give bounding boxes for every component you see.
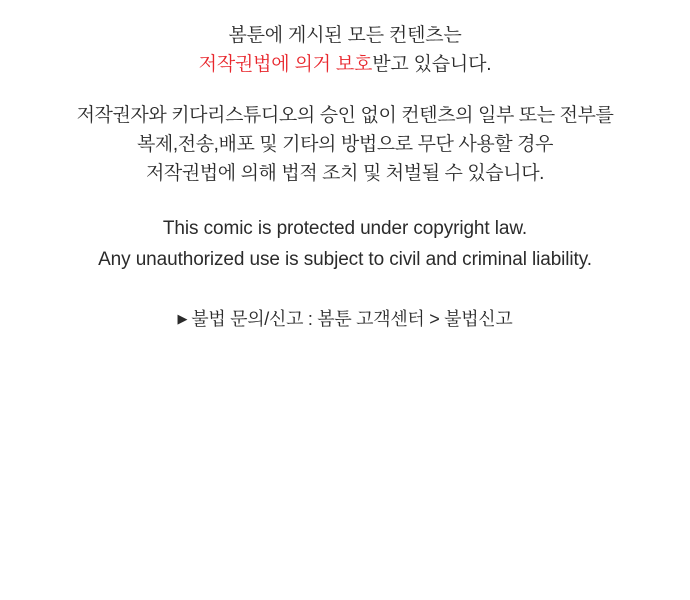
triangle-right-icon: ▶ [177,310,188,326]
english-copyright-block [20,214,670,276]
korean-warning-line-1: 저작권자와 키다리스튜디오의 승인 없이 컨텐츠의 일부 또는 전부를 [76,104,614,126]
korean-line-2 [20,51,670,80]
report-info-line [20,306,670,333]
korean-line-2-highlight: 저작권법에 의거 보호 [198,53,373,75]
korean-line-1: 봄툰에 게시된 모든 컨텐츠는 [228,25,462,46]
report-info-text: 불법 문의/신고 : 봄툰 고객센터 > 불법신고 [191,308,513,329]
korean-line-2-rest: 받고 있습니다. [372,53,492,75]
korean-warning-line-3: 저작권법에 의해 법적 조치 및 처벌될 수 있습니다. [145,162,545,184]
english-line-2: Any unauthorized use is subject to civil and criminal liability. [98,249,592,271]
english-line-1: This comic is protected under copyright law. [162,218,528,240]
korean-copyright-block-2 [20,102,670,189]
korean-copyright-block-1 [20,22,670,80]
korean-warning-line-2: 복제,전송,배포 및 기타의 방법으로 무단 사용할 경우 [136,133,554,155]
